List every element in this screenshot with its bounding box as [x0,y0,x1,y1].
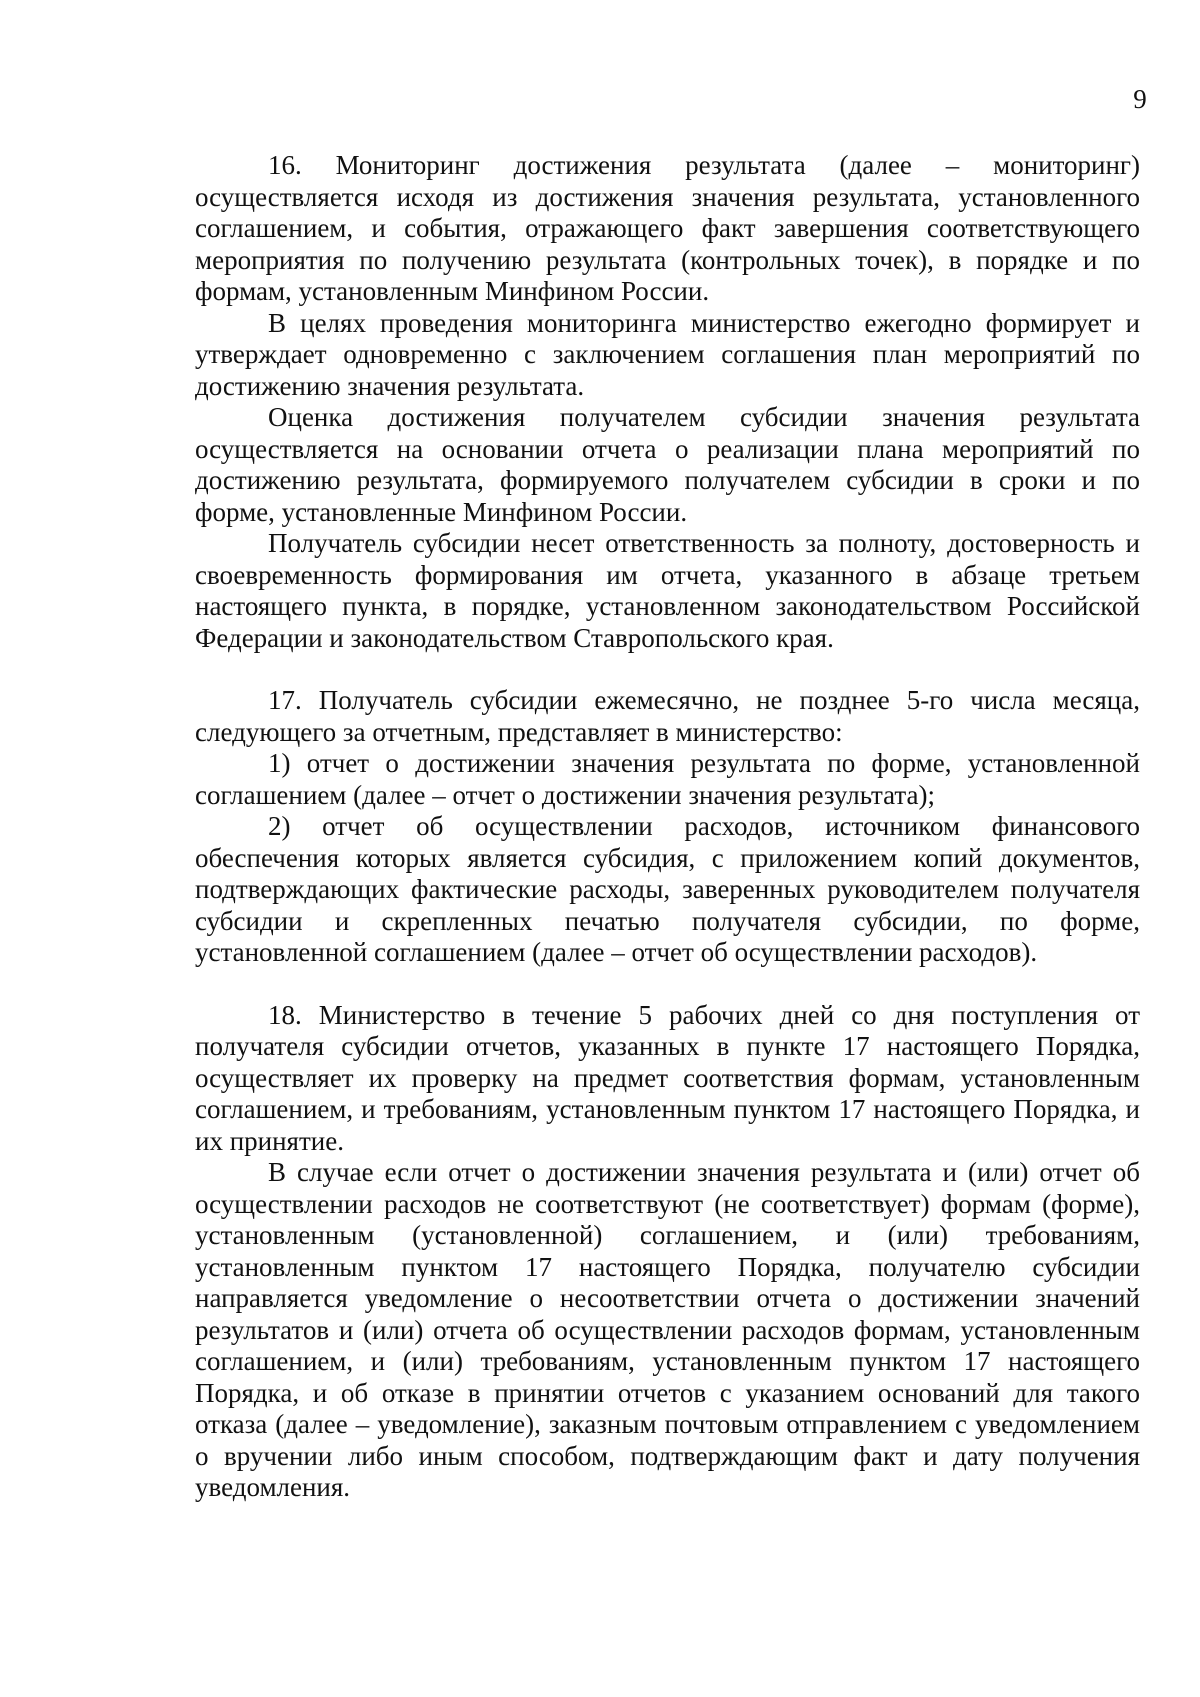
paragraph-17-item-2: 2) отчет об осуществлении расходов, источником финансового обеспечения которых является субсидия, с приложением копий документов, подтверждающих фактические расходы, заверенных руководителем получателя субсидии и скрепленных печатью получателя субсидии, по форме, установленной соглашением (далее – отчет об осуществлении расходов). [195,811,1140,967]
page-number: 9 [1133,84,1147,114]
paragraph-responsibility: Получатель субсидии несет ответственность за полноту, достоверность и своевременность формирования им отчета, указанного в абзаце третьем настоящего пункта, в порядке, установленном законодательством Российской Федерации и законодательством Ставропольского края. [195,528,1140,653]
paragraph-assessment: Оценка достижения получателем субсидии значения результата осуществляется на основании отчета о реализации плана мероприятий по достижению результата, формируемого получателем субсидии в сроки и по форме, установленные Минфином России. [195,402,1140,527]
paragraph-18-verification: 18. Министерство в течение 5 рабочих дней со дня поступления от получателя субсидии отчетов, указанных в пункте 17 настоящего Порядка, осуществляет их проверку на предмет соответствия формам, установленным соглашением, и требованиям, установленным пунктом 17 настоящего Порядка, и их принятие. [195,999,1140,1156]
paragraph-17-reports: 17. Получатель субсидии ежемесячно, не позднее 5-го числа месяца, следующего за отчетным, представляет в министерство: [195,685,1140,747]
document-body [195,150,1140,1504]
paragraph-18-noncompliance: В случае если отчет о достижении значения результата и (или) отчет об осуществлении расходов не соответствуют (не соответствует) формам (форме), установленным (установленной) соглашением, и (или) требованиям, установленным пунктом 17 настоящего Порядка, получателю субсидии направляется уведомление о несоответствии отчета о достижении значений результатов и (или) отчета об осуществлении расходов формам, установленным соглашением, и (или) требованиям, установленным пунктом 17 настоящего Порядка, и об отказе в принятии отчетов с указанием оснований для такого отказа (далее – уведомление), заказным почтовым отправлением с уведомлением о вручении либо иным способом, подтверждающим факт и дату получения уведомления. [195,1157,1140,1502]
paragraph-16-monitoring: 16. Мониторинг достижения результата (далее – мониторинг) осуществляется исходя из достижения значения результата, установленного соглашением, и события, отражающего факт завершения соответствующего мероприятия по получению результата (контрольных точек), в порядке и по формам, установленным Минфином России. [195,150,1140,306]
paragraph-monitoring-plan: В целях проведения мониторинга министерство ежегодно формирует и утверждает одновременно с заключением соглашения план мероприятий по достижению значения результата. [195,307,1140,401]
paragraph-17-item-1: 1) отчет о достижении значения результата по форме, установленной соглашением (далее – отчет о достижении значения результата); [195,748,1140,810]
